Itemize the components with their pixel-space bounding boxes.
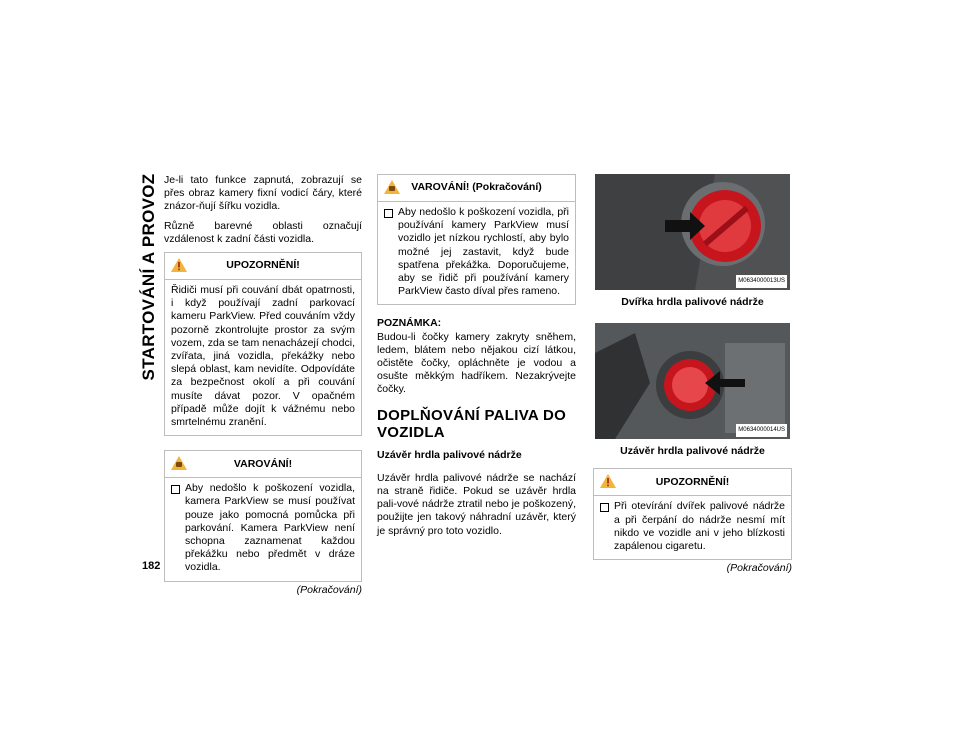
bullet-square-icon (171, 485, 180, 494)
fuel-cap-illustration (595, 323, 790, 439)
warning-cont-body (378, 202, 575, 304)
note-text: Budou-li čočky kamery zakryty sněhem, ledem, blátem nebo nějakou cizí látkou, očistěte čočky, opláchněte je vodou a osušte měkkým hadříkem. Nezakrývejte čočky. (377, 330, 576, 396)
caution-box-2 (593, 468, 792, 560)
warning-bullet: Aby nedošlo k poškození vozidla, kamera ParkView se musí používat pouze jako pomocná pomůcka při parkování. Kamera ParkView není schopna zaznamenat každou překážku nebo předmět v dráze vozidla. (171, 482, 355, 574)
warning-header (165, 451, 361, 478)
warning-triangle-icon (600, 474, 616, 488)
note-block (377, 317, 576, 396)
image-code-2: M0634000014US (736, 424, 787, 437)
fuel-door-photo (595, 174, 790, 290)
image-code-1: M0634000013US (736, 275, 787, 288)
warning-hand-icon (171, 456, 187, 470)
warning-cont-bullet: Aby nedošlo k poškození vozidla, při používání kamery ParkView musí vozidlo jet nízkou rychlostí, aby bylo možné jej zastavit, když bude spatřena překážka. Doporučujeme, aby se řidič při používání kamery ParkView často díval přes rameno. (384, 206, 569, 298)
caution-bullet-2: Při otevírání dvířek palivové nádrže a při čerpání do nádrže nesmí mít nikdo ve vozidle ani v jeho blízkosti zapálenou cigaretu. (600, 500, 785, 553)
paragraph-color-zones: Různě barevné oblasti označují vzdálenost k zadní části vozidla. (164, 219, 362, 245)
column-1 (164, 174, 362, 597)
caution-text: Řidiči musí při couvání dbát opatrnosti, i když používají zadní parkovací kameru ParkView. Před couváním vždy pozorně zkontrolujte prostor za svým vozem, zda se tam nenacházejí chodci, zvířata, jiná vozidla, překážky nebo slepá oblast, kam nevidíte. Odpovídáte za bezpečnost okolí a při couvání musíte dávat pozor. V opačném případě může dojít k vážnému nebo smrtelnému zranění. (171, 284, 355, 429)
warning-triangle-icon (171, 258, 187, 272)
warning-cont-header (378, 175, 575, 202)
fuel-cap-paragraph: Uzávěr hrdla palivové nádrže se nachází na straně řidiče. Pokud se uzávěr hrdla pali-vové nádrže ztratil nebo je poškozený, použijte jen takový náhradní uzávěr, který je správný pro toto vozidlo. (377, 471, 576, 537)
paragraph-guide-lines: Je-li tato funkce zapnutá, zobrazují se přes obraz kamery fixní vodicí čáry, které znázor-ňují šířku vozidla. (164, 174, 362, 213)
section-side-tab (140, 172, 158, 382)
caution-box (164, 252, 362, 436)
bullet-square-icon (600, 503, 609, 512)
warning-body (165, 478, 361, 580)
fuel-cap-photo (595, 323, 790, 439)
warning-box (164, 450, 362, 581)
warning-cont-box (377, 174, 576, 305)
warning-title: VAROVÁNÍ! (233, 457, 293, 470)
caption-fuel-cap: Uzávěr hrdla palivové nádrže (620, 445, 765, 458)
caution-header-2 (594, 469, 791, 496)
fuel-door-illustration (595, 174, 790, 290)
bullet-square-icon (384, 209, 393, 218)
column-2 (377, 174, 576, 544)
column-3 (593, 174, 792, 575)
continued-label-2: (Pokračování) (726, 562, 792, 575)
section-heading: DOPLŇOVÁNÍ PALIVA DO VOZIDLA (377, 406, 567, 441)
caption-fuel-door: Dvířka hrdla palivové nádrže (621, 296, 764, 308)
caution-title: UPOZORNĚNÍ! (226, 259, 300, 272)
continued-label: (Pokračování) (296, 583, 362, 596)
subsection-heading: Uzávěr hrdla palivové nádrže (377, 448, 522, 461)
warning-hand-icon (384, 180, 400, 194)
caution-body-2 (594, 496, 791, 559)
caution-header (165, 253, 361, 280)
section-title: STARTOVÁNÍ A PROVOZ (139, 173, 158, 381)
note-label: POZNÁMKA: (377, 317, 442, 330)
caution-title-2: UPOZORNĚNÍ! (655, 475, 730, 488)
warning-cont-title: VAROVÁNÍ! (Pokračování) (411, 181, 542, 194)
page-number: 182 (142, 560, 161, 572)
